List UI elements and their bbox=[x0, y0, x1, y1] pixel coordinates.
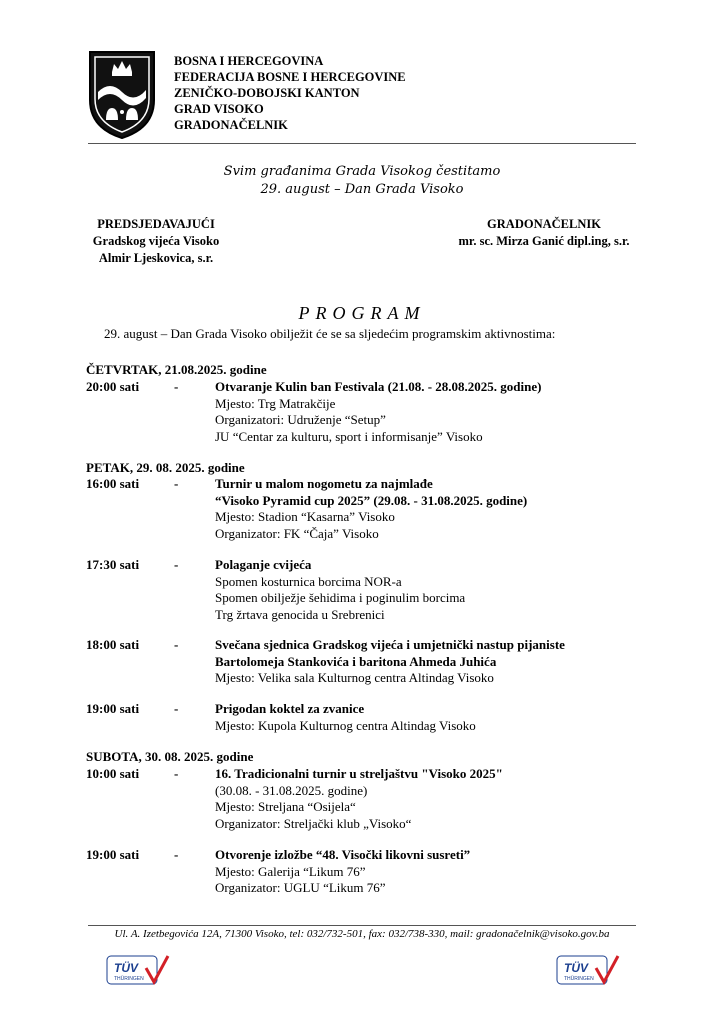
signature-left-title: PREDSJEDAVAJUĆI bbox=[97, 217, 215, 231]
event-time: 19:00 sati bbox=[86, 701, 140, 716]
greeting-line-1: Svim građanima Grada Visokog čestitamo bbox=[223, 164, 501, 179]
tuv-text: TÜV bbox=[114, 961, 138, 975]
event-detail: (30.08. - 31.08.2025. godine) bbox=[215, 782, 368, 798]
event-block bbox=[215, 701, 635, 734]
event-dash: - bbox=[174, 476, 179, 491]
event-title: Bartolomeja Stankovića i baritona Ahmeda Juhića bbox=[215, 653, 497, 669]
header-office: GRADONAČELNIK bbox=[174, 118, 288, 132]
event-detail: Mjesto: Velika sala Kulturnog centra Altindag Visoko bbox=[215, 670, 494, 685]
signature-right-name: mr. sc. Mirza Ganić dipl.ing, s.r. bbox=[458, 234, 630, 248]
event-detail: Organizator: Streljački klub „Visoko“ bbox=[215, 815, 412, 831]
coat-of-arms-logo bbox=[88, 50, 156, 140]
day-label: ČETVRTAK, 21.08.2025. godine bbox=[86, 362, 267, 377]
event-time: 19:00 sati bbox=[86, 847, 140, 862]
header-lines bbox=[174, 53, 406, 133]
event-dash: - bbox=[174, 379, 179, 394]
event-time: 17:30 sati bbox=[86, 557, 140, 572]
event-dash: - bbox=[174, 701, 179, 716]
tuv-sub-text: THÜRINGEN bbox=[564, 976, 594, 982]
header-canton: ZENIČKO-DOBOJSKI KANTON bbox=[174, 86, 360, 100]
event-dash: - bbox=[174, 766, 179, 781]
event-detail: Mjesto: Streljana “Osijela“ bbox=[215, 799, 356, 814]
event-detail: Trg žrtava genocida u Srebrenici bbox=[215, 606, 385, 622]
event-detail: JU “Centar za kulturu, sport i informisanje” Visoko bbox=[215, 428, 483, 444]
event-block bbox=[215, 637, 635, 687]
event-dash: - bbox=[174, 847, 179, 862]
program-title: PROGRAM bbox=[298, 303, 426, 323]
tuv-sub-text: THÜRINGEN bbox=[114, 976, 144, 982]
event-detail: Mjesto: Kupola Kulturnog centra Altindag Visoko bbox=[215, 717, 476, 733]
header-country: BOSNA I HERCEGOVINA bbox=[174, 54, 324, 68]
event-dash: - bbox=[174, 637, 179, 652]
event-detail: Mjesto: Stadion “Kasarna” Visoko bbox=[215, 509, 395, 524]
event-dash: - bbox=[174, 557, 179, 572]
signature-left-name: Almir Ljeskovica, s.r. bbox=[98, 251, 214, 265]
event-block bbox=[215, 847, 635, 897]
event-title: Otvaranje Kulin ban Festivala (21.08. - 28.08.2025. godine) bbox=[215, 379, 542, 394]
program-intro: 29. august – Dan Grada Visoko obilježit će se sa sljedećim programskim aktivnostima: bbox=[104, 326, 556, 341]
event-block bbox=[215, 557, 635, 623]
signature-left bbox=[66, 216, 246, 267]
event-time: 18:00 sati bbox=[86, 637, 140, 652]
event-detail: Mjesto: Trg Matrakčije bbox=[215, 395, 336, 411]
event-block bbox=[215, 476, 635, 542]
event-detail: Mjesto: Galerija “Likum 76” bbox=[215, 863, 366, 879]
event-title: Polaganje cvijeća bbox=[215, 557, 312, 572]
event-time: 16:00 sati bbox=[86, 476, 140, 491]
header-city: GRAD VISOKO bbox=[174, 102, 264, 116]
day-label: PETAK, 29. 08. 2025. godine bbox=[86, 460, 245, 475]
event-time: 10:00 sati bbox=[86, 766, 140, 781]
event-title: Svečana sjednica Gradskog vijeća i umjetnički nastup pijaniste bbox=[215, 637, 565, 652]
event-title: Turnir u malom nogometu za najmlađe bbox=[215, 476, 433, 491]
event-time: 20:00 sati bbox=[86, 379, 140, 394]
event-title: Prigodan koktel za zvanice bbox=[215, 701, 365, 716]
signature-right bbox=[444, 216, 644, 250]
header-divider bbox=[88, 143, 636, 144]
footer-divider bbox=[88, 925, 636, 926]
event-detail: Organizatori: Udruženje “Setup” bbox=[215, 412, 386, 427]
tuv-certification-logo-left bbox=[106, 952, 170, 990]
event-detail: Spomen kosturnica borcima NOR-a bbox=[215, 573, 402, 589]
event-title: “Visoko Pyramid cup 2025” (29.08. - 31.08.2025. godine) bbox=[215, 492, 528, 508]
signature-right-title: GRADONAČELNIK bbox=[487, 217, 601, 231]
event-detail: Spomen obilježje šehidima i poginulim borcima bbox=[215, 590, 466, 605]
event-block bbox=[215, 379, 635, 445]
day-label: SUBOTA, 30. 08. 2025. godine bbox=[86, 749, 254, 764]
greeting-line-2: 29. august – Dan Grada Visoko bbox=[260, 182, 464, 197]
event-block bbox=[215, 766, 635, 832]
event-title: Otvorenje izložbe “48. Visočki likovni susreti” bbox=[215, 847, 471, 862]
signature-left-org: Gradskog vijeća Visoko bbox=[92, 234, 220, 248]
event-detail: Organizator: UGLU “Likum 76” bbox=[215, 880, 386, 895]
tuv-certification-logo-right bbox=[556, 952, 620, 990]
footer-address: Ul. A. Izetbegovića 12A, 71300 Visoko, tel: 032/732-501, fax: 032/738-330, mail: gradonačelnik@visoko.gov.ba bbox=[114, 928, 610, 940]
event-detail: Organizator: FK “Čaja” Visoko bbox=[215, 525, 379, 541]
header-federation: FEDERACIJA BOSNE I HERCEGOVINE bbox=[174, 70, 406, 84]
event-title: 16. Tradicionalni turnir u streljaštvu "Visoko 2025" bbox=[215, 766, 503, 781]
tuv-text: TÜV bbox=[564, 961, 588, 975]
